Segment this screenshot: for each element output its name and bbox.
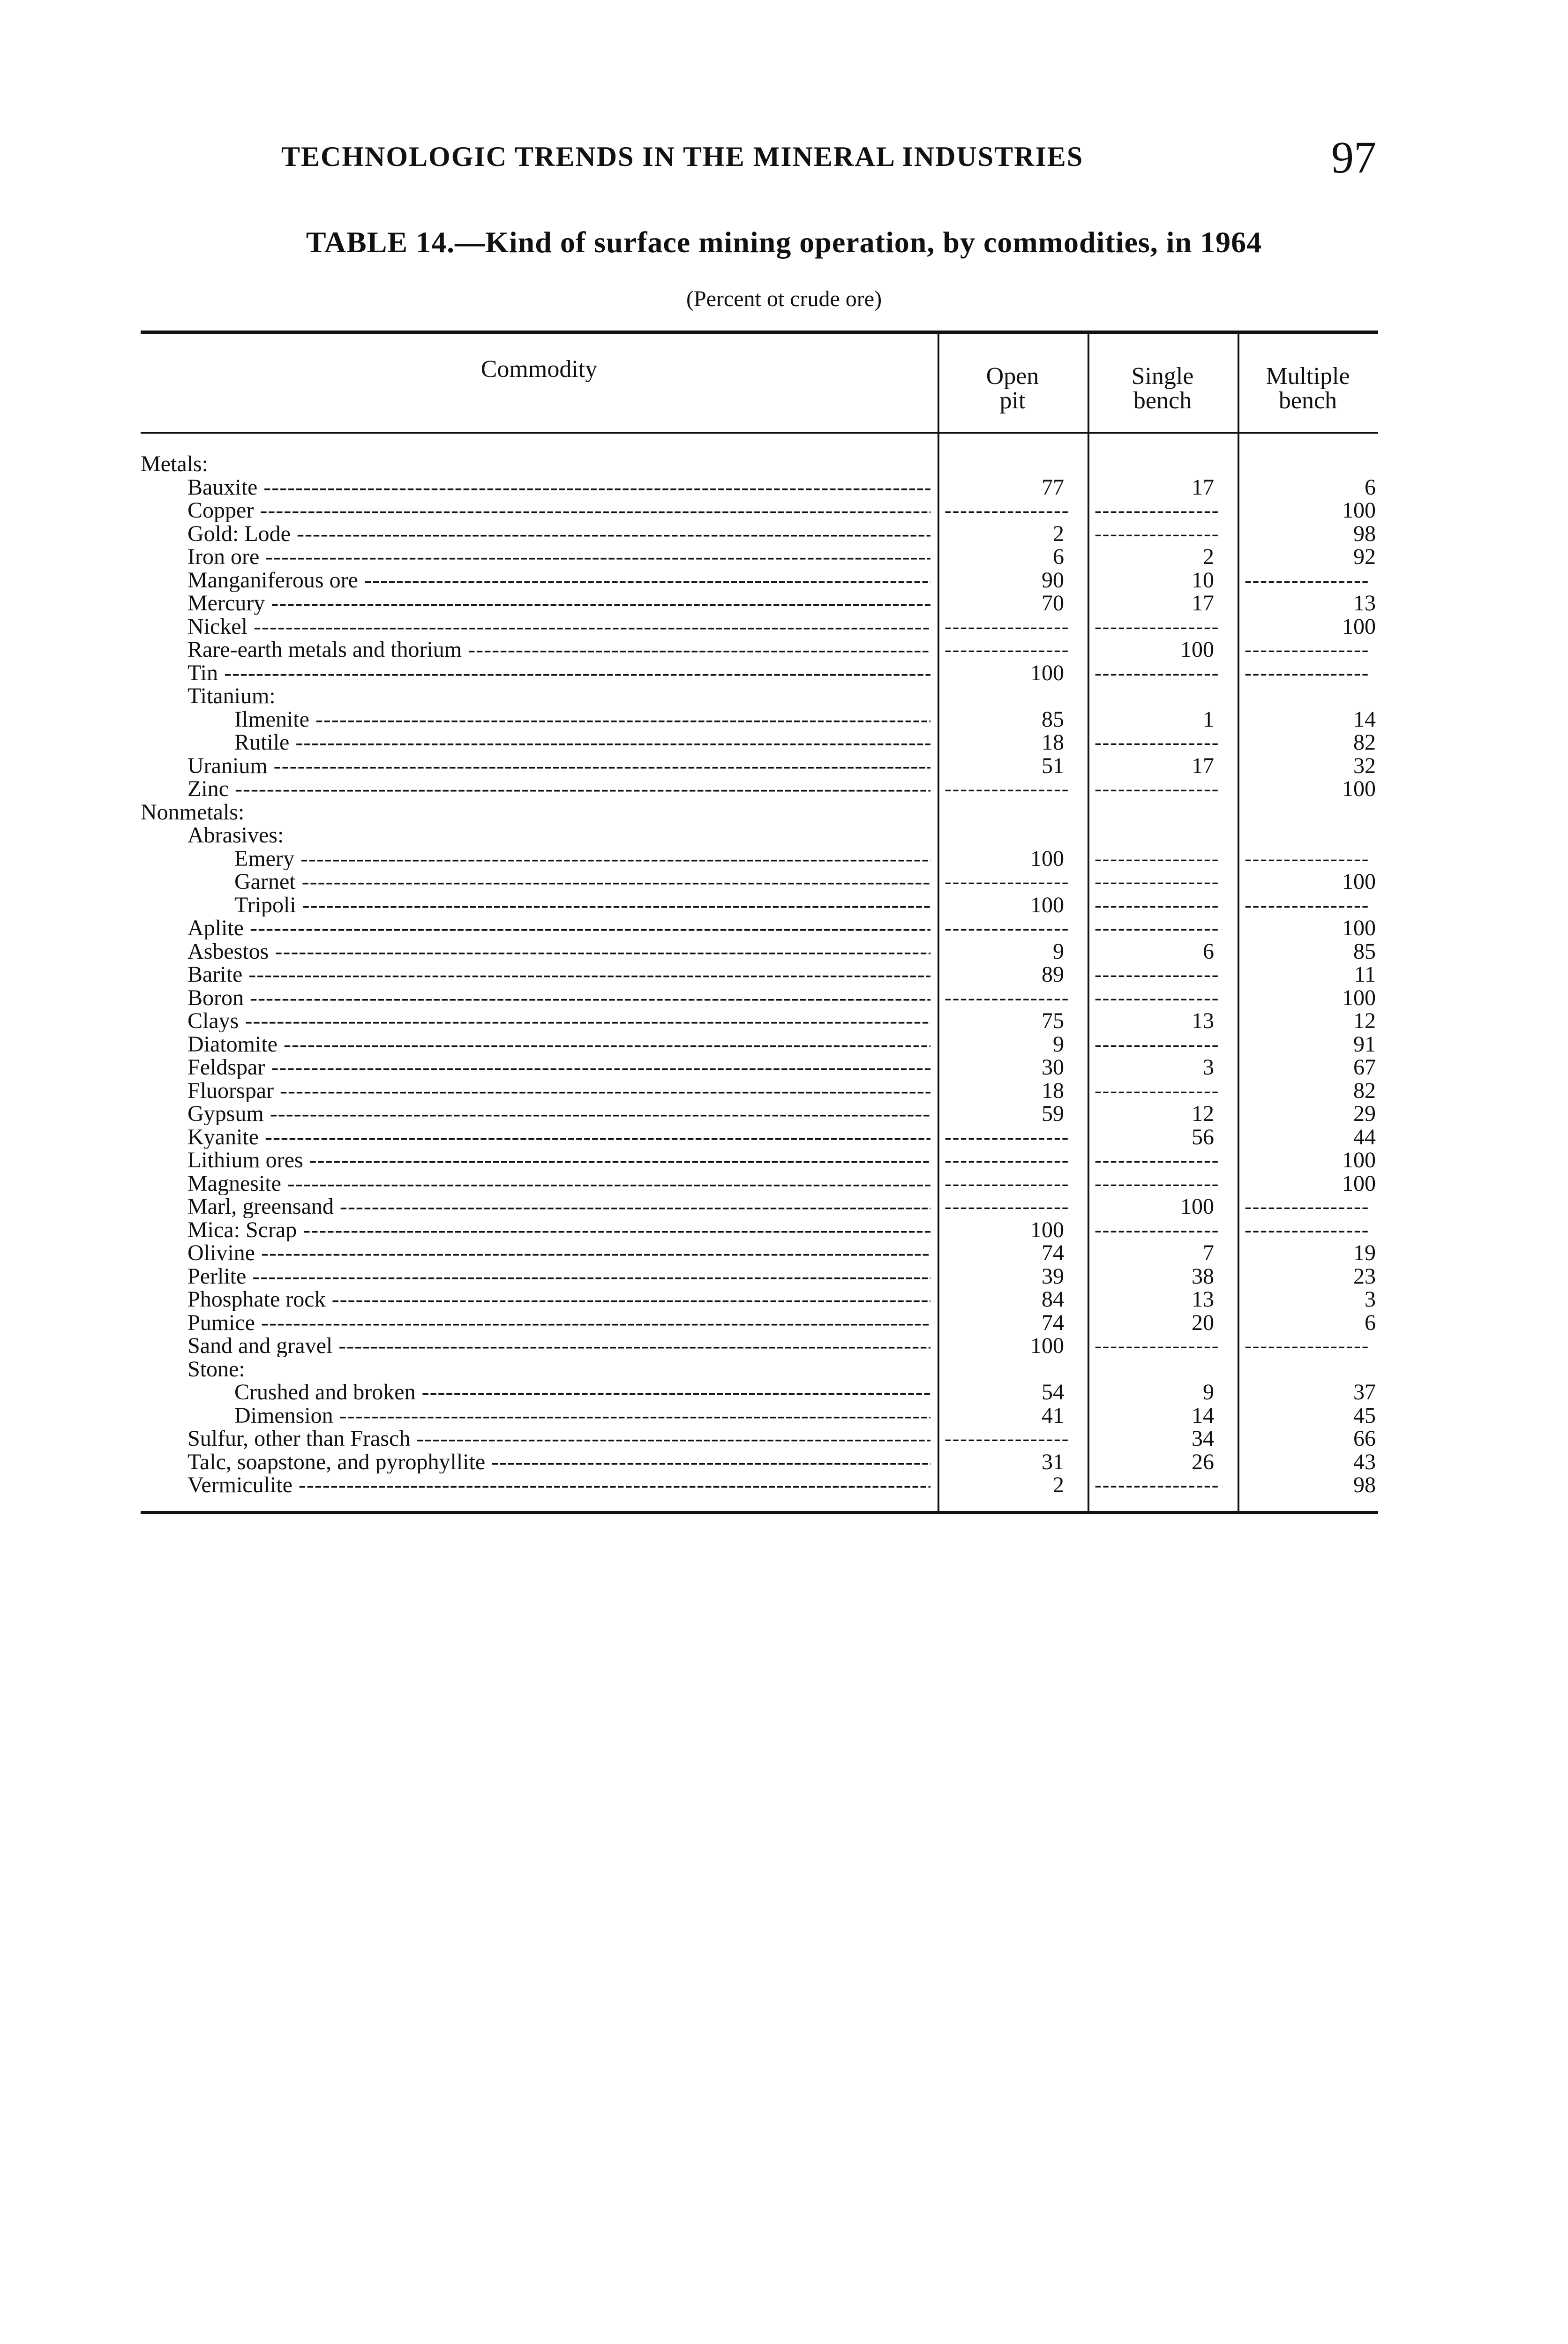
row-label: Tripoli ----- bbox=[141, 894, 930, 917]
open-pit-value: 75 bbox=[1042, 1009, 1064, 1032]
multiple-bench-value: 82 bbox=[1353, 1079, 1376, 1102]
open-pit-value: 51 bbox=[1042, 754, 1064, 777]
row-label: Garnet ----- bbox=[141, 870, 930, 893]
single-bench-value: 17 bbox=[1192, 592, 1214, 615]
row-label: Stone: bbox=[188, 1357, 245, 1381]
open-pit-value: ---------------- bbox=[945, 1172, 1070, 1195]
single-bench-value: 7 bbox=[1203, 1241, 1214, 1264]
single-bench-value: ---------------- bbox=[1095, 917, 1220, 939]
row-label: Sulfur, other than Frasch ----- bbox=[141, 1427, 930, 1450]
single-bench-value: 2 bbox=[1203, 545, 1214, 568]
multiple-bench-value: ---------------- bbox=[1245, 661, 1370, 684]
single-bench-value: 38 bbox=[1192, 1264, 1214, 1288]
row-label: Boron ----- bbox=[141, 986, 930, 1009]
row-label: Titanium: bbox=[188, 684, 276, 707]
table-row bbox=[141, 1033, 1378, 1056]
multiple-bench-value: 85 bbox=[1353, 939, 1376, 963]
single-bench-value: 13 bbox=[1192, 1288, 1214, 1311]
open-pit-value: 9 bbox=[1053, 939, 1064, 963]
multiple-bench-value: ---------------- bbox=[1245, 1334, 1370, 1357]
single-bench-value: ---------------- bbox=[1095, 1172, 1220, 1195]
multiple-bench-value: 100 bbox=[1342, 1149, 1376, 1172]
multiple-bench-value: 32 bbox=[1353, 754, 1376, 777]
row-label: Metals: bbox=[141, 452, 208, 475]
open-pit-value: 74 bbox=[1042, 1311, 1064, 1334]
multiple-bench-value: ---------------- bbox=[1245, 1195, 1370, 1218]
table-row bbox=[141, 824, 1378, 847]
table-row bbox=[141, 499, 1378, 522]
multiple-bench-value: 6 bbox=[1365, 475, 1376, 499]
table-row bbox=[141, 476, 1378, 499]
running-head: TECHNOLOGIC TRENDS IN THE MINERAL INDUSTRIES bbox=[281, 141, 1084, 172]
table-row bbox=[141, 986, 1378, 1010]
header-multiple-bench-line1: Multiple bbox=[1266, 363, 1350, 390]
open-pit-value: 90 bbox=[1042, 568, 1064, 592]
table-row bbox=[141, 1311, 1378, 1335]
table-row bbox=[141, 963, 1378, 986]
row-label: Dimension ----- bbox=[141, 1404, 930, 1427]
multiple-bench-value: 23 bbox=[1353, 1264, 1376, 1288]
multiple-bench-value: 6 bbox=[1365, 1311, 1376, 1334]
open-pit-value: 84 bbox=[1042, 1288, 1064, 1311]
single-bench-value: 100 bbox=[1180, 1195, 1214, 1218]
table-row bbox=[141, 569, 1378, 592]
single-bench-value: ---------------- bbox=[1095, 1334, 1220, 1357]
open-pit-value: 85 bbox=[1042, 707, 1064, 731]
open-pit-value: 100 bbox=[1030, 893, 1064, 917]
row-label: Rutile ----- bbox=[141, 731, 930, 754]
multiple-bench-value: 100 bbox=[1342, 870, 1376, 893]
table-body bbox=[141, 434, 1378, 1511]
table-row bbox=[141, 1450, 1378, 1474]
single-bench-value: ---------------- bbox=[1095, 847, 1220, 870]
table-row bbox=[141, 1473, 1378, 1497]
single-bench-value: ---------------- bbox=[1095, 661, 1220, 684]
row-label: Barite ----- bbox=[141, 963, 930, 986]
open-pit-value: 18 bbox=[1042, 1079, 1064, 1102]
row-label: Clays ----- bbox=[141, 1009, 930, 1032]
single-bench-value: 17 bbox=[1192, 754, 1214, 777]
open-pit-value: 100 bbox=[1030, 1334, 1064, 1357]
table-row bbox=[141, 615, 1378, 639]
single-bench-value: ---------------- bbox=[1095, 777, 1220, 800]
row-label: Lithium ores ----- bbox=[141, 1149, 930, 1172]
multiple-bench-value: 91 bbox=[1353, 1032, 1376, 1056]
row-label: Abrasives: bbox=[188, 824, 284, 847]
multiple-bench-value: 100 bbox=[1342, 499, 1376, 522]
table-row bbox=[141, 1288, 1378, 1311]
table-row bbox=[141, 684, 1378, 708]
open-pit-value: 70 bbox=[1042, 592, 1064, 615]
open-pit-value: 74 bbox=[1042, 1241, 1064, 1264]
single-bench-value: ---------------- bbox=[1095, 1473, 1220, 1496]
table-row bbox=[141, 1056, 1378, 1079]
header-single-bench-line2: bench bbox=[1133, 387, 1192, 414]
row-label: Phosphate rock ----- bbox=[141, 1288, 930, 1311]
open-pit-value: ---------------- bbox=[945, 615, 1070, 638]
multiple-bench-value: 13 bbox=[1353, 592, 1376, 615]
table-row bbox=[141, 661, 1378, 685]
header-commodity: Commodity bbox=[480, 356, 598, 383]
table-row bbox=[141, 940, 1378, 963]
open-pit-value: 9 bbox=[1053, 1032, 1064, 1056]
single-bench-value: 14 bbox=[1192, 1404, 1214, 1427]
row-label: Talc, soapstone, and pyrophyllite ----- bbox=[141, 1450, 930, 1473]
open-pit-value: 100 bbox=[1030, 661, 1064, 684]
multiple-bench-value: 100 bbox=[1342, 986, 1376, 1009]
single-bench-value: 34 bbox=[1192, 1427, 1214, 1450]
table-row bbox=[141, 870, 1378, 894]
row-label: Perlite ----- bbox=[141, 1265, 930, 1288]
row-label: Nonmetals: bbox=[141, 800, 245, 824]
table-row bbox=[141, 1334, 1378, 1358]
row-label: Nickel ----- bbox=[141, 615, 930, 638]
row-label: Asbestos ----- bbox=[141, 940, 930, 963]
single-bench-value: ---------------- bbox=[1095, 1032, 1220, 1056]
table-row bbox=[141, 917, 1378, 940]
open-pit-value: 30 bbox=[1042, 1056, 1064, 1079]
commodity-table bbox=[141, 331, 1378, 1514]
table-row bbox=[141, 847, 1378, 871]
row-label: Manganiferous ore ----- bbox=[141, 569, 930, 592]
open-pit-value: 18 bbox=[1042, 731, 1064, 754]
table-row bbox=[141, 754, 1378, 778]
table-row bbox=[141, 1358, 1378, 1381]
single-bench-value: ---------------- bbox=[1095, 870, 1220, 893]
row-label: Pumice ----- bbox=[141, 1311, 930, 1334]
open-pit-value: ---------------- bbox=[945, 638, 1070, 661]
open-pit-value: 31 bbox=[1042, 1450, 1064, 1473]
open-pit-value: ---------------- bbox=[945, 986, 1070, 1009]
header-open-pit-line1: Open bbox=[986, 363, 1039, 390]
open-pit-value: ---------------- bbox=[945, 1149, 1070, 1172]
single-bench-value: 12 bbox=[1192, 1102, 1214, 1125]
single-bench-value: 13 bbox=[1192, 1009, 1214, 1032]
multiple-bench-value: ---------------- bbox=[1245, 638, 1370, 661]
row-label: Bauxite ----- bbox=[141, 476, 930, 499]
multiple-bench-value: 11 bbox=[1354, 963, 1376, 986]
header-open-pit-line2: pit bbox=[999, 387, 1026, 414]
table-row bbox=[141, 452, 1378, 476]
multiple-bench-value: 19 bbox=[1353, 1241, 1376, 1264]
single-bench-value: 9 bbox=[1203, 1381, 1214, 1404]
table-row bbox=[141, 1381, 1378, 1404]
table-row bbox=[141, 522, 1378, 546]
open-pit-value: ---------------- bbox=[945, 870, 1070, 893]
row-label: Aplite ----- bbox=[141, 917, 930, 939]
table-row bbox=[141, 1195, 1378, 1218]
table-row bbox=[141, 731, 1378, 754]
open-pit-value: 6 bbox=[1053, 545, 1064, 568]
multiple-bench-value: 14 bbox=[1353, 707, 1376, 731]
multiple-bench-value: 92 bbox=[1353, 545, 1376, 568]
open-pit-value: 39 bbox=[1042, 1264, 1064, 1288]
table-row bbox=[141, 1149, 1378, 1172]
row-label: Emery ----- bbox=[141, 847, 930, 870]
row-label: Olivine ----- bbox=[141, 1241, 930, 1264]
open-pit-value: 100 bbox=[1030, 1218, 1064, 1241]
row-label: Diatomite ----- bbox=[141, 1033, 930, 1056]
multiple-bench-value: ---------------- bbox=[1245, 568, 1370, 592]
single-bench-value: ---------------- bbox=[1095, 1079, 1220, 1102]
row-label: Rare-earth metals and thorium ----- bbox=[141, 638, 930, 661]
open-pit-value: 2 bbox=[1053, 522, 1064, 545]
single-bench-value: ---------------- bbox=[1095, 522, 1220, 545]
single-bench-value: 10 bbox=[1192, 568, 1214, 592]
row-label: Sand and gravel ----- bbox=[141, 1334, 930, 1357]
multiple-bench-value: ---------------- bbox=[1245, 893, 1370, 917]
open-pit-value: 59 bbox=[1042, 1102, 1064, 1125]
single-bench-value: ---------------- bbox=[1095, 963, 1220, 986]
single-bench-value: 17 bbox=[1192, 475, 1214, 499]
single-bench-value: ---------------- bbox=[1095, 1218, 1220, 1241]
table-row bbox=[141, 894, 1378, 917]
row-label: Uranium ----- bbox=[141, 754, 930, 777]
open-pit-value: ---------------- bbox=[945, 1125, 1070, 1149]
row-label: Crushed and broken ----- bbox=[141, 1381, 930, 1404]
open-pit-value: 77 bbox=[1042, 475, 1064, 499]
multiple-bench-value: 43 bbox=[1353, 1450, 1376, 1473]
multiple-bench-value: 12 bbox=[1353, 1009, 1376, 1032]
table-bottom-rule bbox=[141, 1511, 1378, 1514]
single-bench-value: ---------------- bbox=[1095, 893, 1220, 917]
table-row bbox=[141, 1218, 1378, 1242]
multiple-bench-value: 100 bbox=[1342, 777, 1376, 800]
open-pit-value: 100 bbox=[1030, 847, 1064, 870]
single-bench-value: ---------------- bbox=[1095, 615, 1220, 638]
table-row bbox=[141, 1172, 1378, 1195]
table-row bbox=[141, 545, 1378, 569]
row-label: Zinc ----- bbox=[141, 777, 930, 800]
single-bench-value: 26 bbox=[1192, 1450, 1214, 1473]
multiple-bench-value: ---------------- bbox=[1245, 1218, 1370, 1241]
single-bench-value: 1 bbox=[1203, 707, 1214, 731]
table-row bbox=[141, 1241, 1378, 1265]
multiple-bench-value: 98 bbox=[1353, 522, 1376, 545]
table-row bbox=[141, 777, 1378, 801]
single-bench-value: 100 bbox=[1180, 638, 1214, 661]
multiple-bench-value: 98 bbox=[1353, 1473, 1376, 1496]
row-label: Copper ----- bbox=[141, 499, 930, 522]
open-pit-value: 89 bbox=[1042, 963, 1064, 986]
open-pit-value: ---------------- bbox=[945, 917, 1070, 939]
single-bench-value: ---------------- bbox=[1095, 499, 1220, 522]
row-label: Mercury ----- bbox=[141, 592, 930, 615]
open-pit-value: ---------------- bbox=[945, 499, 1070, 522]
single-bench-value: ---------------- bbox=[1095, 986, 1220, 1009]
row-label: Fluorspar ----- bbox=[141, 1079, 930, 1102]
table-row bbox=[141, 1427, 1378, 1450]
table-row bbox=[141, 592, 1378, 615]
row-label: Tin ----- bbox=[141, 661, 930, 684]
open-pit-value: ---------------- bbox=[945, 777, 1070, 800]
row-label: Magnesite ----- bbox=[141, 1172, 930, 1195]
table-row bbox=[141, 638, 1378, 661]
table-row bbox=[141, 1102, 1378, 1126]
row-label: Vermiculite ----- bbox=[141, 1473, 930, 1496]
row-label: Marl, greensand ----- bbox=[141, 1195, 930, 1218]
multiple-bench-value: 67 bbox=[1353, 1056, 1376, 1079]
multiple-bench-value: ---------------- bbox=[1245, 847, 1370, 870]
row-label: Gypsum ----- bbox=[141, 1102, 930, 1125]
multiple-bench-value: 100 bbox=[1342, 1172, 1376, 1195]
table-row bbox=[141, 1126, 1378, 1149]
row-label: Iron ore ----- bbox=[141, 545, 930, 568]
page-number: 97 bbox=[1331, 132, 1376, 182]
row-label: Feldspar ----- bbox=[141, 1056, 930, 1079]
single-bench-value: ---------------- bbox=[1095, 1149, 1220, 1172]
table-row bbox=[141, 801, 1378, 824]
multiple-bench-value: 29 bbox=[1353, 1102, 1376, 1125]
row-label: Gold: Lode ----- bbox=[141, 522, 930, 545]
table-row bbox=[141, 708, 1378, 731]
table-row bbox=[141, 1404, 1378, 1427]
multiple-bench-value: 3 bbox=[1365, 1288, 1376, 1311]
table-row bbox=[141, 1009, 1378, 1033]
table-header-row bbox=[141, 334, 1378, 432]
single-bench-value: 3 bbox=[1203, 1056, 1214, 1079]
open-pit-value: 2 bbox=[1053, 1473, 1064, 1496]
open-pit-value: 54 bbox=[1042, 1381, 1064, 1404]
table-title: TABLE 14.—Kind of surface mining operation, by commodities, in 1964 bbox=[306, 225, 1262, 259]
table-row bbox=[141, 1265, 1378, 1288]
single-bench-value: 20 bbox=[1192, 1311, 1214, 1334]
single-bench-value: 6 bbox=[1203, 939, 1214, 963]
table-top-rule bbox=[141, 331, 1378, 334]
single-bench-value: ---------------- bbox=[1095, 731, 1220, 754]
header-multiple-bench-line2: bench bbox=[1278, 387, 1337, 414]
multiple-bench-value: 82 bbox=[1353, 731, 1376, 754]
row-label: Ilmenite ----- bbox=[141, 708, 930, 731]
single-bench-value: 56 bbox=[1192, 1125, 1214, 1149]
multiple-bench-value: 100 bbox=[1342, 615, 1376, 638]
multiple-bench-value: 45 bbox=[1353, 1404, 1376, 1427]
table-row bbox=[141, 1079, 1378, 1103]
header-single-bench-line1: Single bbox=[1131, 363, 1194, 390]
row-label: Mica: Scrap ----- bbox=[141, 1218, 930, 1241]
open-pit-value: 41 bbox=[1042, 1404, 1064, 1427]
multiple-bench-value: 44 bbox=[1353, 1125, 1376, 1149]
row-label: Kyanite ----- bbox=[141, 1126, 930, 1149]
multiple-bench-value: 37 bbox=[1353, 1381, 1376, 1404]
multiple-bench-value: 100 bbox=[1342, 917, 1376, 939]
table-subtitle: (Percent ot crude ore) bbox=[686, 286, 882, 311]
open-pit-value: ---------------- bbox=[945, 1427, 1070, 1450]
multiple-bench-value: 66 bbox=[1353, 1427, 1376, 1450]
open-pit-value: ---------------- bbox=[945, 1195, 1070, 1218]
